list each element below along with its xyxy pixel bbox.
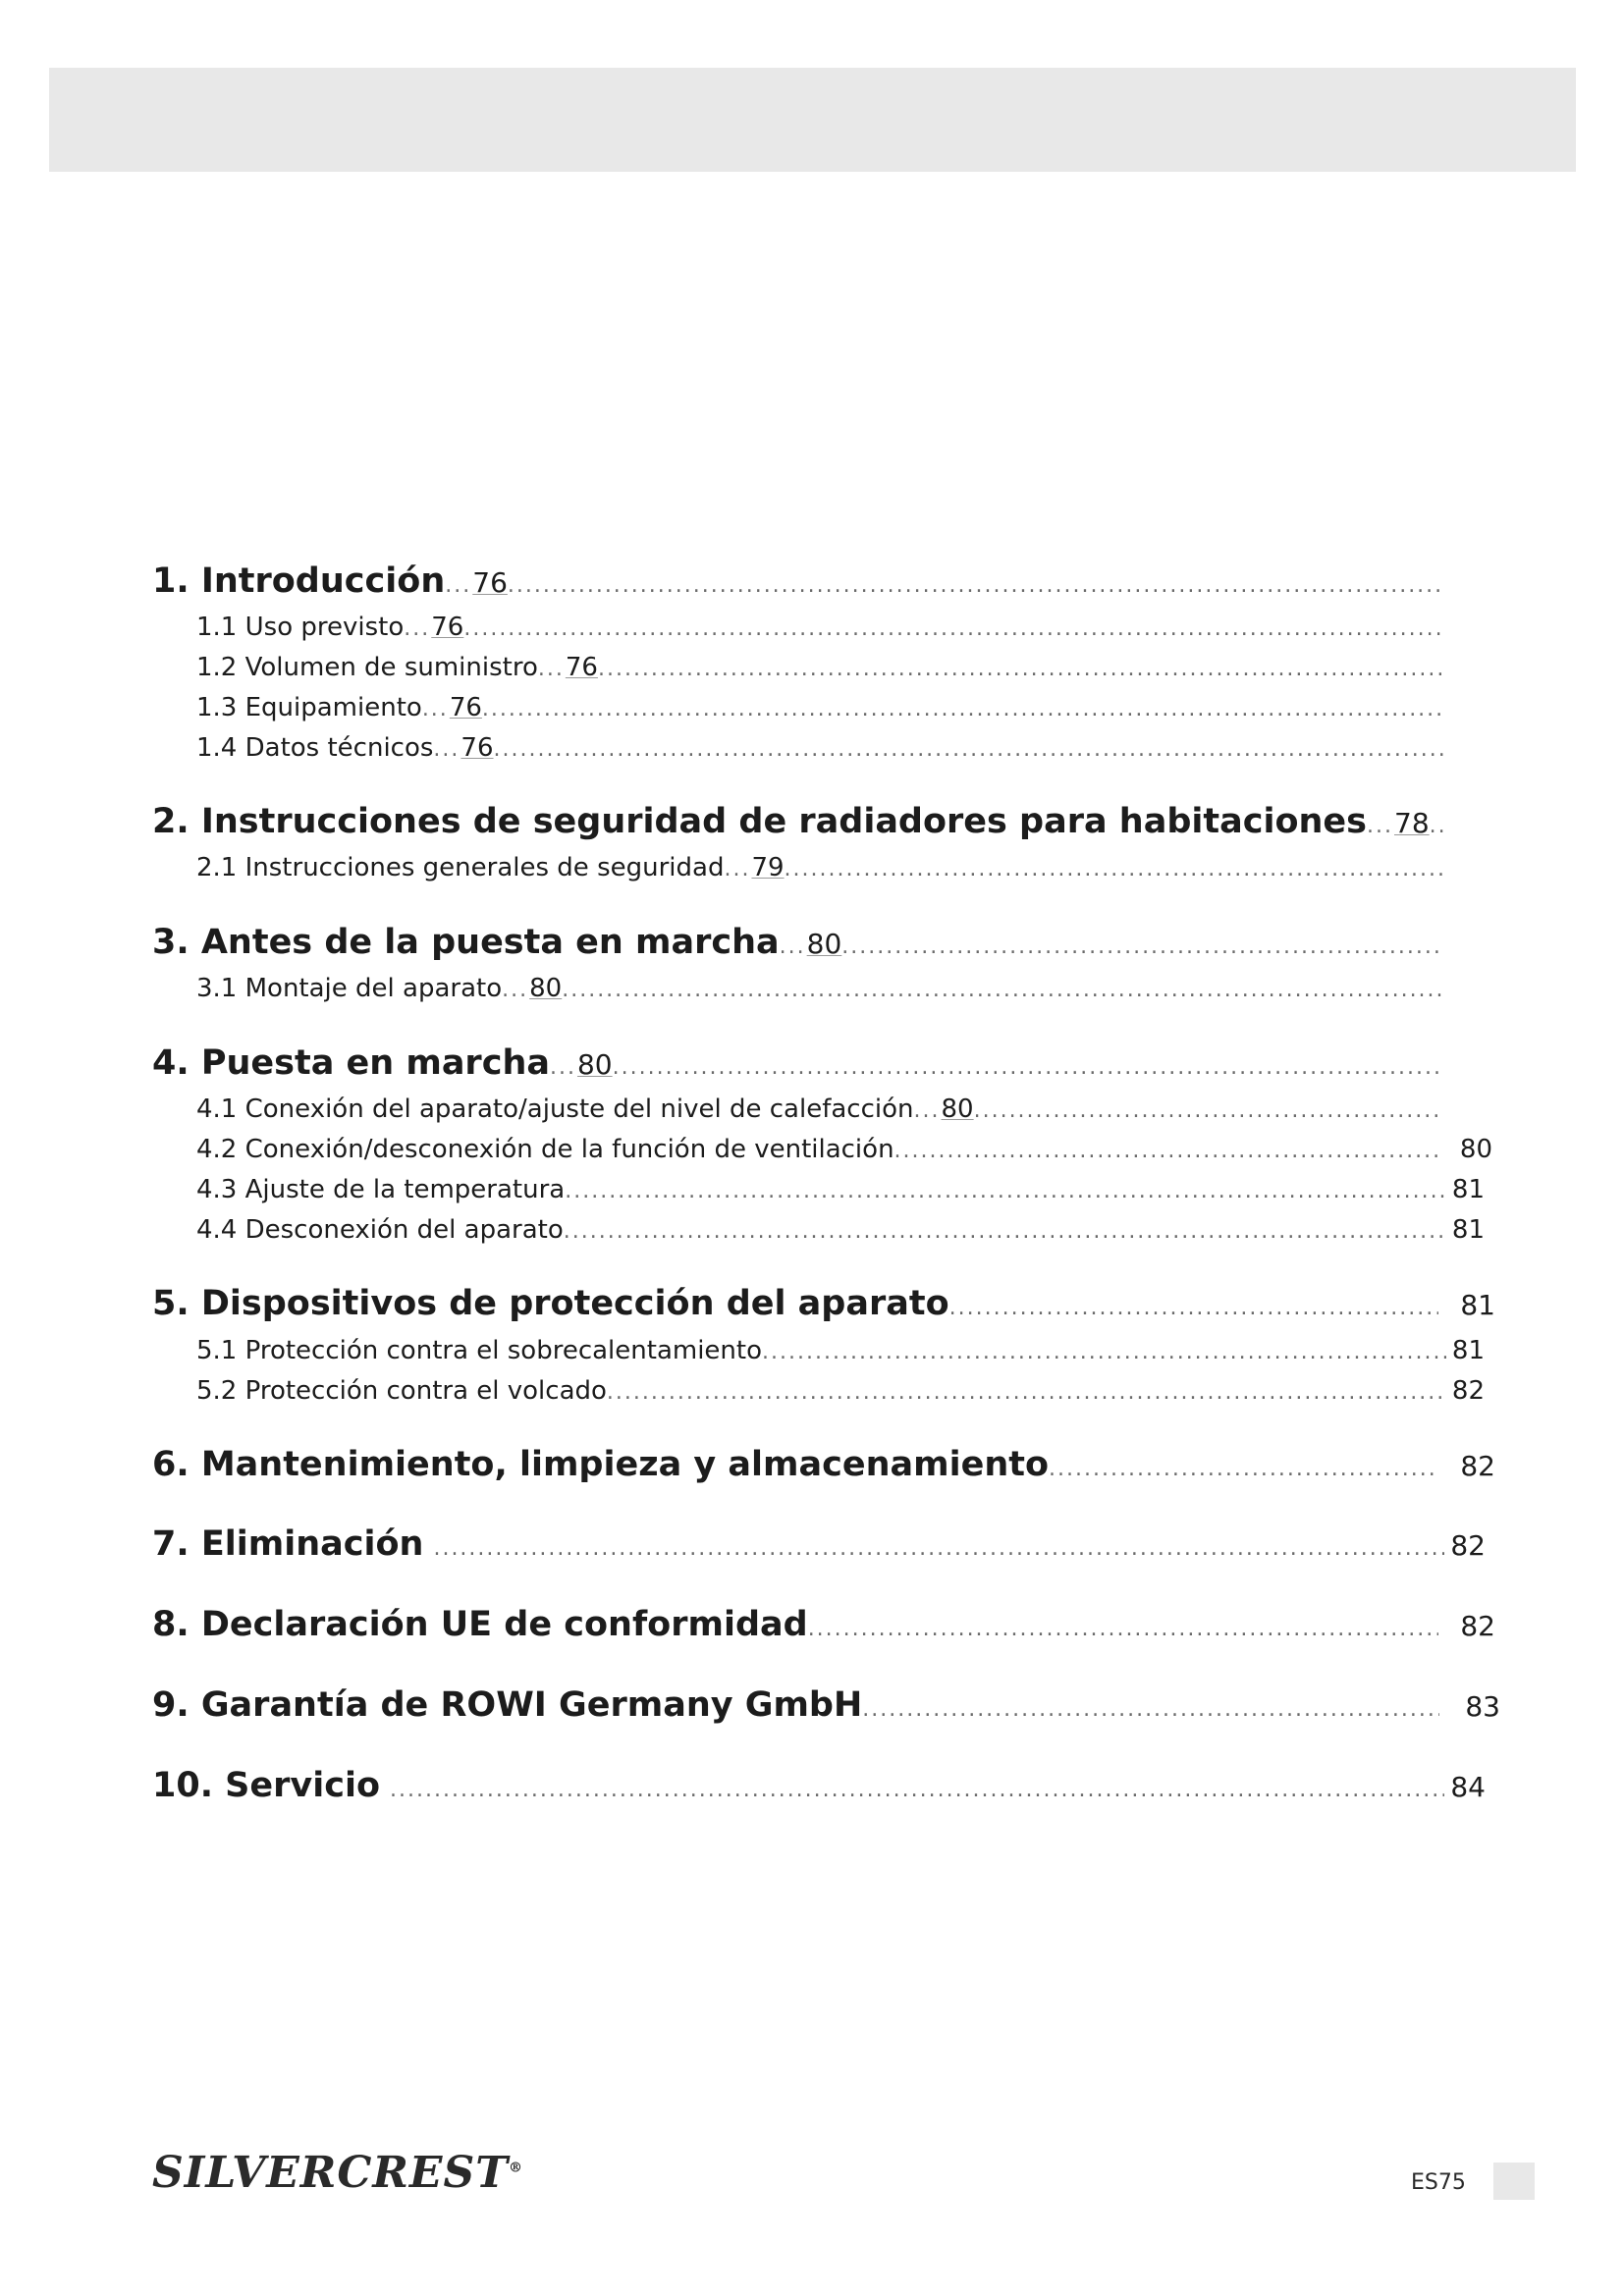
toc-entry-label: 9. Garantía de ROWI Germany GmbH [152, 1685, 863, 1725]
toc-leader [565, 1179, 1446, 1203]
toc-leader [1367, 814, 1394, 838]
toc-entry-4[interactable] [152, 1043, 1443, 1083]
toc-entry-label: 1.3 Equipamiento [196, 693, 422, 722]
toc-leader [762, 1340, 1446, 1364]
toc-entry-page: 80 [529, 974, 563, 1003]
toc-entry-page: 76 [472, 566, 508, 599]
toc-entry-6[interactable] [152, 1445, 1495, 1484]
toc-leader [607, 1380, 1446, 1405]
toc-entry-4-4[interactable] [196, 1215, 1485, 1245]
toc-leader [494, 737, 1443, 762]
toc-entry-page: 81 [1451, 1336, 1485, 1365]
toc-entry-page: 80 [576, 1048, 613, 1081]
toc-entry-10[interactable] [152, 1766, 1486, 1805]
toc-entry-page: 83 [1465, 1690, 1500, 1723]
toc-leader [598, 657, 1443, 681]
toc-entry-page: 82 [1460, 1610, 1495, 1642]
toc-entry-label: 1.1 Uso previsto [196, 613, 405, 642]
toc-leader [564, 1219, 1446, 1244]
toc-entry-4-2[interactable] [196, 1135, 1492, 1164]
toc-entry-page: 82 [1450, 1529, 1486, 1562]
toc-entry-page: 80 [806, 928, 842, 960]
toc-entry-page: 76 [460, 733, 494, 763]
toc-leader [422, 697, 450, 721]
toc-entry-page: 82 [1451, 1376, 1485, 1406]
toc-leader [862, 1697, 1439, 1722]
toc-leader [894, 1139, 1438, 1163]
toc-leader [463, 616, 1443, 641]
toc-entry-page: 80 [1459, 1135, 1492, 1164]
toc-entry-1-2[interactable] [196, 653, 1443, 682]
page-tab-marker [1493, 2163, 1535, 2200]
toc-entry-label: 3. Antes de la puesta en marcha [152, 923, 780, 962]
toc-leader [380, 1778, 1444, 1802]
toc-entry-page: 76 [565, 653, 598, 682]
toc-entry-page: 81 [1451, 1175, 1485, 1204]
toc-entry-label: 5.2 Protección contra el volcado [196, 1376, 607, 1406]
toc-entry-label: 7. Eliminación [152, 1524, 424, 1564]
toc-leader [433, 737, 460, 762]
toc-leader [914, 1098, 942, 1123]
toc-entry-label: 4.1 Conexión del aparato/ajuste del nivel de calefacción [196, 1095, 914, 1124]
toc-entry-5[interactable] [152, 1284, 1495, 1323]
toc-leader [482, 697, 1443, 721]
toc-entry-label: 2.1 Instrucciones generales de seguridad [196, 853, 725, 882]
toc-leader [508, 573, 1443, 598]
toc-entry-label: 8. Declaración UE de conformidad [152, 1605, 808, 1644]
brand-logo [152, 2148, 523, 2198]
toc-entry-2[interactable] [152, 802, 1443, 841]
toc-leader [1049, 1457, 1438, 1481]
registered-mark: ® [508, 2160, 523, 2176]
toc-entry-3[interactable] [152, 923, 1443, 962]
toc-entry-5-2[interactable] [196, 1376, 1485, 1406]
toc-entry-label: 4.3 Ajuste de la temperatura [196, 1175, 566, 1204]
toc-leader [423, 1536, 1444, 1561]
toc-entry-label: 1.2 Volumen de suministro [196, 653, 538, 682]
toc-entry-2-1[interactable] [196, 853, 1443, 882]
toc-leader [949, 1296, 1439, 1320]
toc-entry-page: 76 [431, 613, 464, 642]
toc-leader [445, 573, 472, 598]
toc-entry-label: 10. Servicio [152, 1766, 380, 1805]
toc-entry-label: 1. Introducción [152, 561, 446, 601]
toc-entry-page: 76 [449, 693, 482, 722]
brand-logo-text: SILVERCREST [152, 2148, 509, 2198]
page-number: ES75 [1411, 2170, 1466, 2195]
toc-entry-8[interactable] [152, 1605, 1495, 1644]
toc-entry-page: 79 [751, 853, 785, 882]
toc-leader [785, 857, 1443, 881]
toc-leader [780, 934, 807, 959]
toc-entry-label: 2. Instrucciones de seguridad de radiadores para habitaciones [152, 802, 1367, 841]
toc-leader [562, 978, 1443, 1002]
toc-entry-page: 81 [1451, 1215, 1485, 1245]
toc-entry-label: 4.2 Conexión/desconexión de la función de ventilación [196, 1135, 894, 1164]
toc-leader [724, 857, 751, 881]
toc-entry-9[interactable] [152, 1685, 1500, 1725]
toc-entry-label: 4. Puesta en marcha [152, 1043, 550, 1083]
toc-entry-1-1[interactable] [196, 613, 1443, 642]
toc-entry-5-1[interactable] [196, 1336, 1485, 1365]
toc-entry-page: 78 [1394, 807, 1430, 839]
toc-entry-label: 3.1 Montaje del aparato [196, 974, 503, 1003]
toc-entry-page: 81 [1460, 1289, 1495, 1321]
toc-entry-1-3[interactable] [196, 693, 1443, 722]
toc-leader [404, 616, 431, 641]
toc-entry-label: 5. Dispositivos de protección del aparato [152, 1284, 949, 1323]
toc-leader [613, 1055, 1443, 1080]
toc-entry-7[interactable] [152, 1524, 1486, 1564]
toc-entry-1-4[interactable] [196, 733, 1443, 763]
toc-entry-4-1[interactable] [196, 1095, 1443, 1124]
toc-entry-label: 4.4 Desconexión del aparato [196, 1215, 564, 1245]
toc-leader [502, 978, 529, 1002]
toc-entry-4-3[interactable] [196, 1175, 1485, 1204]
toc-entry-1[interactable] [152, 561, 1443, 601]
toc-leader [974, 1098, 1443, 1123]
toc-leader [841, 934, 1443, 959]
toc-entry-3-1[interactable] [196, 974, 1443, 1003]
toc-leader [550, 1055, 577, 1080]
toc-entry-page: 80 [941, 1095, 974, 1124]
toc-leader [808, 1617, 1439, 1641]
toc-leader [538, 657, 566, 681]
toc-entry-page: 82 [1460, 1450, 1495, 1482]
toc-leader [1430, 814, 1443, 838]
toc-entry-page: 84 [1450, 1771, 1486, 1803]
toc-entry-label: 5.1 Protección contra el sobrecalentamiento [196, 1336, 763, 1365]
toc-entry-label: 1.4 Datos técnicos [196, 733, 434, 763]
toc-entry-label: 6. Mantenimiento, limpieza y almacenamiento [152, 1445, 1050, 1484]
